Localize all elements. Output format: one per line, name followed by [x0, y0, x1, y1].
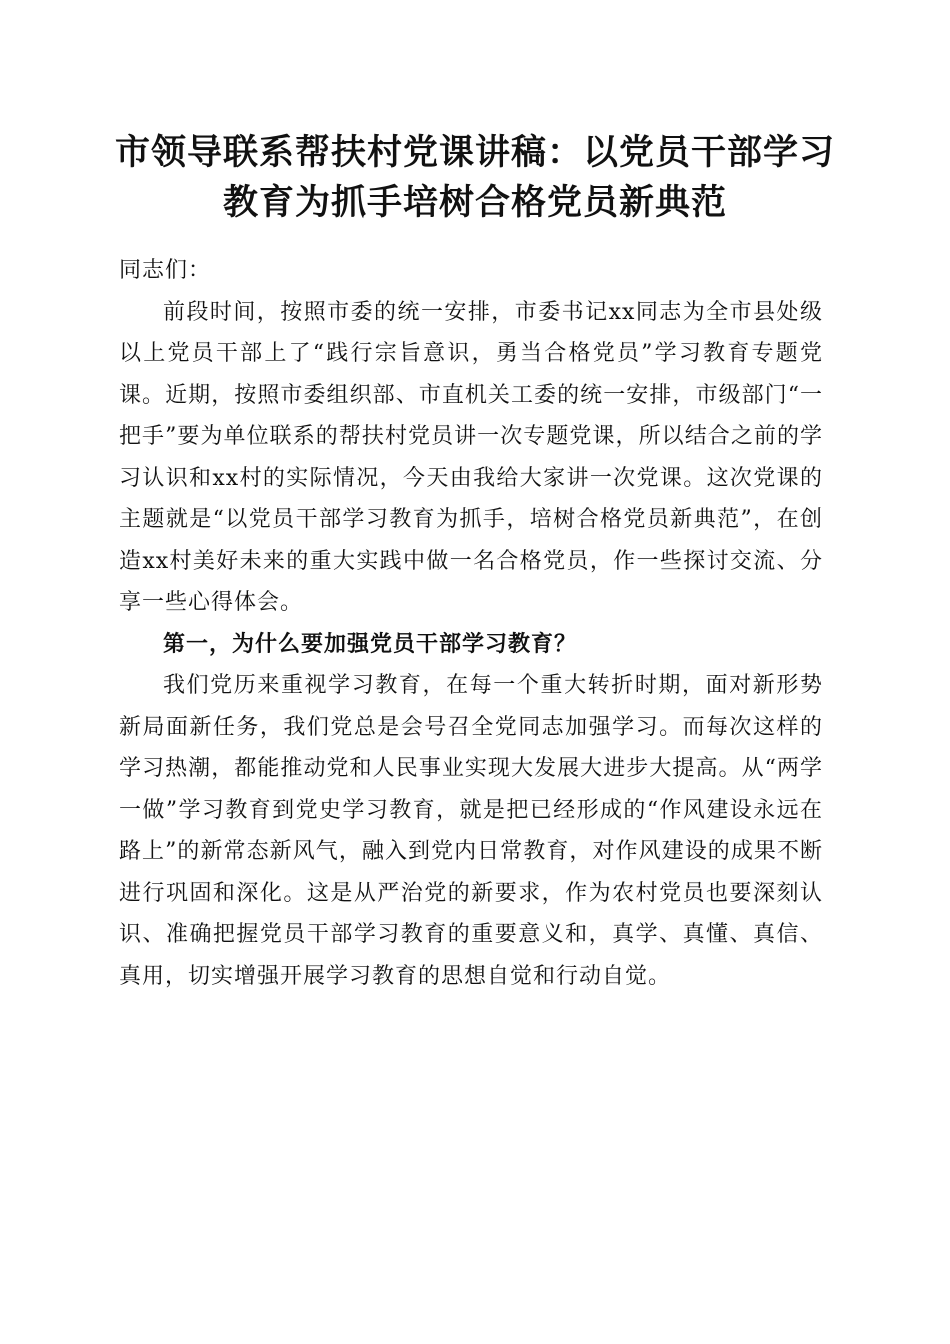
- greeting: 同志们：: [119, 258, 212, 283]
- paragraph-section-1: 我们党历来重视学习教育，在每一个重大转折时期，面对新形势新局面新任务，我们党总是会号召全党同志加强学习。而每次这样的学习热潮，都能推动党和人民事业实现大发展大进步大提高。从“两学一做”学习教育到党史学习教育，就是把已经形成的“作风建设永远在路上”的新常态新风气，融入到党内日常教育，对作风建设的成果不断进行巩固和深化。这是从严治党的新要求，作为农村党员也要深刻认识、准确把握党员干部学习教育的重要意义和，真学、真懂、真信、真用，切实增强开展学习教育的思想自觉和行动自觉。: [119, 673, 823, 989]
- title-line-2: 教育为抓手培树合格党员新典范: [222, 182, 727, 223]
- section-heading-1: 第一，为什么要加强党员干部学习教育？: [163, 630, 578, 657]
- document-title: [100, 128, 850, 228]
- title-line-1: 市领导联系帮扶村党课讲稿：以党员干部学习: [114, 132, 835, 173]
- document-body: [119, 250, 823, 997]
- paragraph-intro: 前段时间，按照市委的统一安排，市委书记xx同志为全市县处级以上党员干部上了“践行宗旨意识，勇当合格党员”学习教育专题党课。近期，按照市委组织部、市直机关工委的统一安排，市级部门“一把手”要为单位联系的帮扶村党员讲一次专题党课，所以结合之前的学习认识和xx村的实际情况，今天由我给大家讲一次党课。这次党课的主题就是“以党员干部学习教育为抓手，培树合格党员新典范”，在创造xx村美好未来的重大实践中做一名合格党员，作一些探讨交流、分享一些心得体会。: [119, 299, 823, 615]
